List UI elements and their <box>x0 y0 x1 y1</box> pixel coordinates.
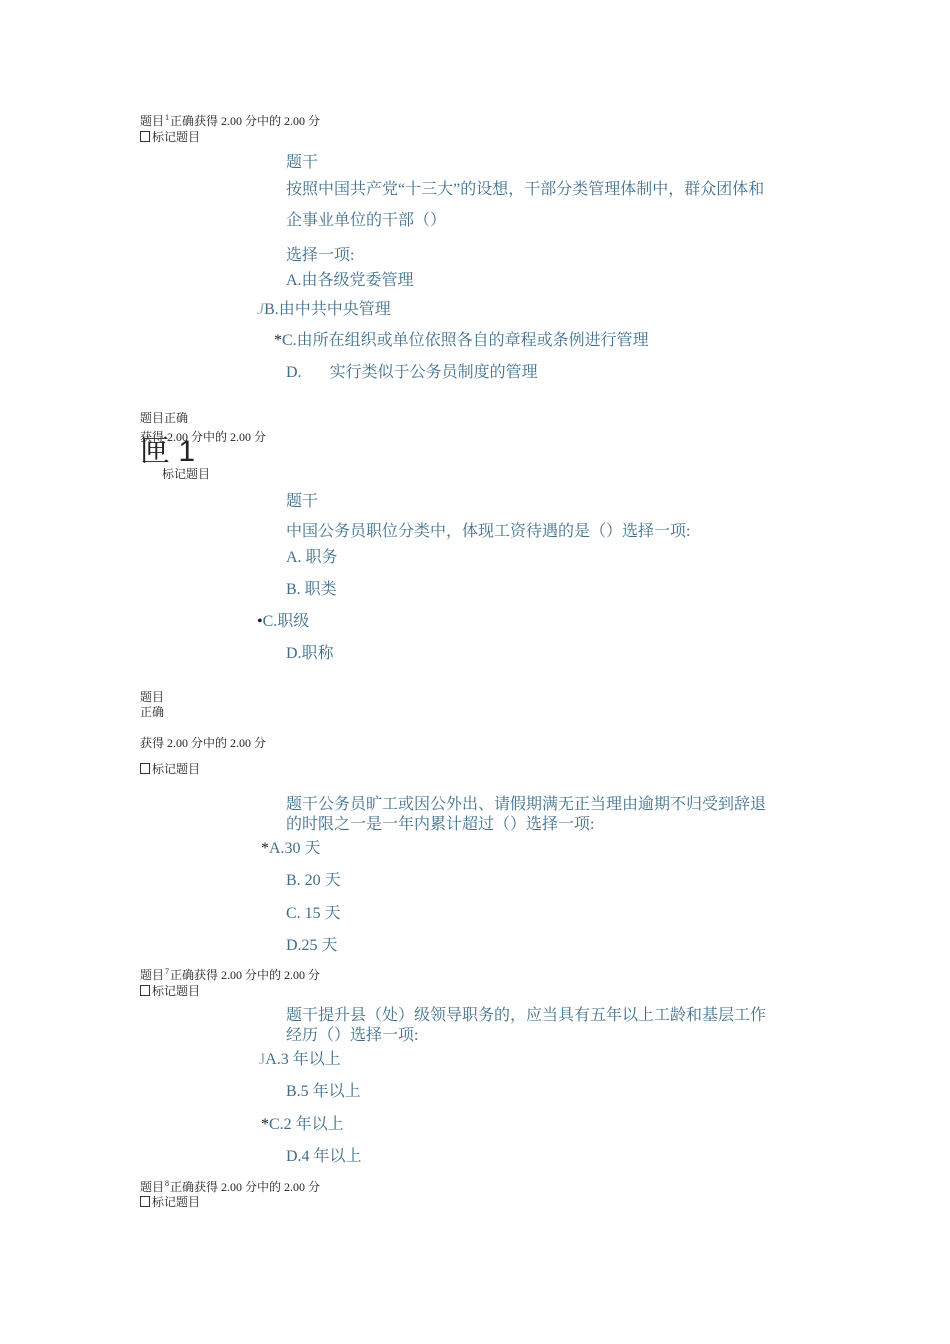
q2-question-text: 中国公务员职位分类中，体现工资待遇的是（）选择一项: <box>286 523 691 540</box>
q1-choose-prompt: 选择一项: <box>286 247 355 264</box>
q1-flag-question[interactable]: 标记题目 <box>140 130 200 144</box>
q1-option-d[interactable]: D. 实行类似于公务员制度的管理 <box>286 364 538 381</box>
flag-checkbox-icon <box>140 131 150 142</box>
q1-option-a[interactable]: A.由各级党委管理 <box>286 272 414 289</box>
selected-mark: • <box>257 613 263 630</box>
q4-flag-question[interactable]: 标记题目 <box>140 984 200 998</box>
q2-option-a[interactable]: A. 职务 <box>286 549 338 566</box>
q2-option-c[interactable]: •C.职级 <box>257 613 310 630</box>
answer-mark: J <box>259 1051 266 1068</box>
q3-question-text-line2: 的时限之一是一年内累计超过（）选择一项: <box>286 816 595 833</box>
flag-checkbox-icon <box>140 985 150 996</box>
q5-flag-question[interactable]: 标记题目 <box>140 1195 200 1209</box>
q1-status: 题目$^1$正确获得 2.00 分中的 2.00 分 <box>140 113 321 128</box>
q2-option-d[interactable]: D.职称 <box>286 645 334 662</box>
selected-mark: * <box>261 840 269 857</box>
q3-score: 获得 2.00 分中的 2.00 分 <box>140 736 267 750</box>
q3-option-b[interactable]: B. 20 天 <box>286 872 341 889</box>
q3-question-text-line1: 题干公务员旷工或因公外出、请假期满无正当理由逾期不归受到辞退 <box>286 796 767 813</box>
selected-mark: * <box>261 1116 269 1133</box>
q3-label: 题目 <box>140 690 165 704</box>
q1-option-b[interactable]: JB.由中共中央管理 <box>257 301 391 318</box>
q3-option-c[interactable]: C. 15 天 <box>286 905 341 922</box>
q4-option-c[interactable]: *C.2 年以上 <box>261 1116 344 1133</box>
q5-status: 题目$^8$正确获得 2.00 分中的 2.00 分 <box>140 1179 321 1194</box>
q1-option-c[interactable]: *C.由所在组织或单位依照各自的章程或条例进行管理 <box>274 332 649 349</box>
q4-option-b[interactable]: B.5 年以上 <box>286 1083 361 1100</box>
q4-option-d[interactable]: D.4 年以上 <box>286 1148 362 1165</box>
q4-question-text-line2: 经历（）选择一项: <box>286 1027 419 1044</box>
q2-flag-glyph: 匣 1 <box>140 435 196 468</box>
q1-question-text-line1: 按照中国共产党“十三大”的设想，干部分类管理体制中，群众团体和 <box>286 181 765 198</box>
q2-status: 题目正确 <box>140 411 189 425</box>
answer-mark: J <box>257 301 265 318</box>
q1-question-text-line2: 企事业单位的干部（） <box>286 212 447 229</box>
q4-status: 题目$^7$正确获得 2.00 分中的 2.00 分 <box>140 967 321 982</box>
flag-checkbox-icon <box>140 763 150 774</box>
flag-checkbox-icon <box>140 1196 150 1207</box>
q4-question-text-line1: 题干提升县（处）级领导职务的，应当具有五年以上工龄和基层工作 <box>286 1007 767 1024</box>
selected-mark: * <box>274 332 282 349</box>
q2-option-b[interactable]: B. 职类 <box>286 581 337 598</box>
q4-option-a[interactable]: JA.3 年以上 <box>259 1051 341 1068</box>
q2-score: 获得 2.00 分中的 2.00 分 <box>140 430 267 444</box>
q2-stem-label: 题干 <box>286 493 319 510</box>
q3-flag-question[interactable]: 标记题目 <box>140 762 200 776</box>
q2-flag-question[interactable]: 标记题目 <box>162 467 211 481</box>
q1-stem-label: 题干 <box>286 154 319 171</box>
q3-option-d[interactable]: D.25 天 <box>286 937 338 954</box>
q3-option-a[interactable]: *A.30 天 <box>261 840 321 857</box>
q3-status: 正确 <box>140 705 165 719</box>
